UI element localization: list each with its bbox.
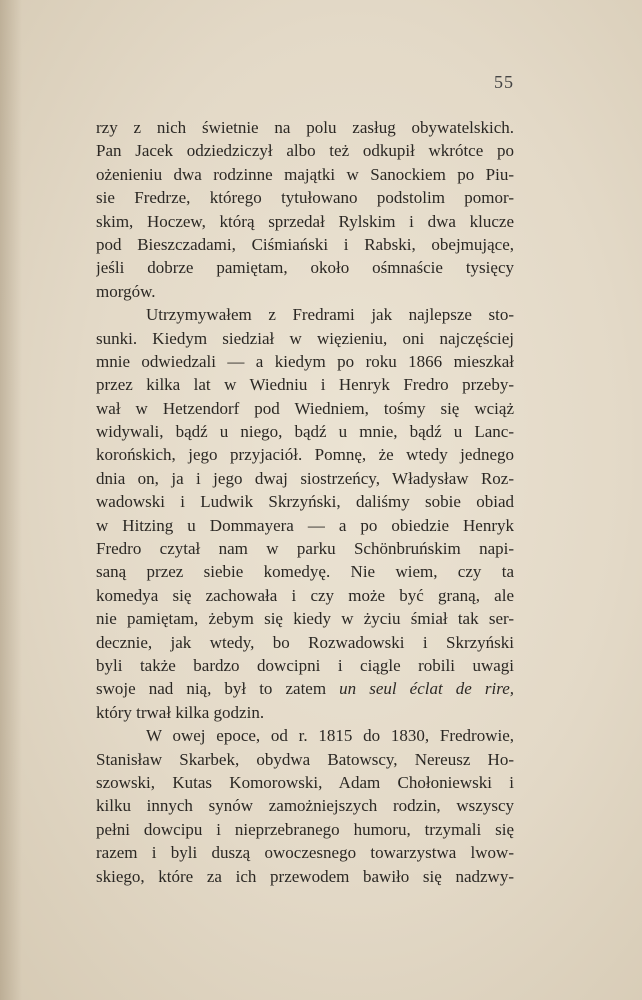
text-line: wał w Hetzendorf pod Wiedniem, tośmy się wciąż: [96, 398, 514, 418]
text-line: Stanisław Skarbek, obydwa Batowscy, Nereusz Ho-: [96, 749, 514, 769]
text-line: w Hitzing u Dommayera — a po obiedzie Henryk: [96, 515, 514, 535]
text-line: byli także bardzo dowcipni i ciągle robili uwagi: [96, 655, 514, 675]
text-line: rzy z nich świetnie na polu zasług obywatelskich.: [96, 118, 514, 137]
text-line: skiego, które za ich przewodem bawiło się nadzwy-: [96, 866, 514, 886]
binding-shadow: [0, 0, 22, 1000]
text-line: Utrzymywałem z Fredrami jak najlepsze sto-: [146, 305, 514, 325]
text-line: wadowski i Ludwik Skrzyński, daliśmy sobie obiad: [96, 492, 514, 512]
text-line: który trwał kilka godzin.: [96, 702, 265, 722]
text-line: jeśli dobrze pamiętam, około ośmnaście tysięcy: [96, 258, 514, 278]
italic-phrase: un seul éclat de rire,: [339, 679, 514, 699]
text-line: Fredro czytał nam w parku Schönbruńskim napi-: [96, 539, 514, 559]
text-line: W owej epoce, od r. 1815 do 1830, Fredrowie,: [146, 726, 514, 746]
text-line: saną przez siebie komedyę. Nie wiem, czy ta: [96, 562, 514, 582]
body-text: [96, 116, 514, 888]
text-line: kilku innych synów zamożniejszych rodzin, wszyscy: [96, 796, 514, 816]
text-line: ożenieniu dwa rodzinne majątki w Sanockiem po Piu-: [96, 164, 514, 184]
text-line: dnia on, ja i jego dwaj siostrzeńcy, Władysław Roz-: [96, 468, 514, 488]
text-line: decznie, jak wtedy, bo Rozwadowski i Skrzyński: [96, 632, 514, 652]
text-line: pod Bieszczadami, Ciśmiański i Rabski, obejmujące,: [96, 234, 514, 254]
text-line: widywali, bądź u niego, bądź u mnie, bądź u Lanc-: [96, 422, 514, 442]
text-line: szowski, Kutas Komorowski, Adam Chołoniewski i: [96, 772, 514, 792]
text-line: mnie odwiedzali — a kiedym po roku 1866 mieszkał: [96, 351, 514, 371]
text-line: sunki. Kiedym siedział w więzieniu, oni najczęściej: [96, 328, 514, 348]
text-line: nie pamiętam, żebym się kiedy w życiu śmiał tak ser-: [96, 609, 514, 629]
text-line: komedya się zachowała i czy może być graną, ale: [96, 585, 514, 605]
text-line: razem i byli duszą owoczesnego towarzystwa lwow-: [96, 843, 514, 863]
text-line: skim, Hoczew, którą sprzedał Rylskim i dwa klucze: [96, 211, 514, 231]
text-line: sie Fredrze, którego tytułowano podstolim pomor-: [96, 188, 514, 208]
text-line: przez kilka lat w Wiedniu i Henryk Fredro przeby-: [96, 375, 514, 395]
text-line: korońskich, jego przyjaciół. Pomnę, że wtedy jednego: [96, 445, 514, 465]
text-line: swoje nad nią, był to zatem un seul éclat de rire,: [96, 679, 514, 699]
text-line: Pan Jacek odziedziczył albo też odkupił wkrótce po: [96, 141, 514, 161]
text-line: morgów.: [96, 281, 156, 301]
page-number: 55: [494, 72, 514, 92]
text-line: pełni dowcipu i nieprzebranego humoru, trzymali się: [96, 819, 514, 839]
